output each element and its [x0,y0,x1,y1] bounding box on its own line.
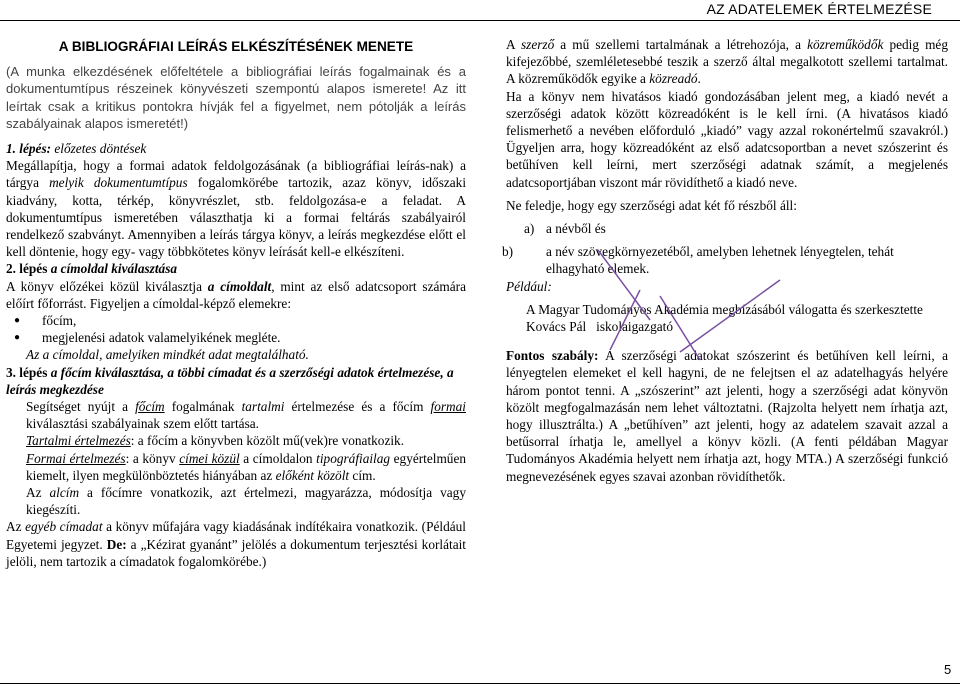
text-run: közreműködők [807,37,884,52]
text-run: A könyv előzékei közül kiválasztja [6,278,208,294]
section-title: A BIBLIOGRÁFIAI LEÍRÁS ELKÉSZÍTÉSÉNEK MENETE [58,39,414,54]
bullet-item: ● megjelenési adatok valamelyikének megléte. [6,329,466,346]
text-run: cím. [349,467,376,483]
text-run: főcím [135,399,165,415]
publisher-paragraph: Ha a könyv nem hivatásos kiadó gondozásában jelent meg, a kiadó nevét a szerzőségi adatok között közreadóként is le kell írni. (A hivatásos kiadó felismerhető a nevében előforduló „kiadó” vagy azzal rokonértelmű szavakról.) Ügyeljen arra, hogy közreadóként az első adatcsoportban a nevet szószerint és betűhíven kell leírni, mert szerzőségi adatnak számít, a megjelenés adatcsoportjában viszont már rövidíthető a kiadó neve. [506,88,948,190]
formai-definition [6,450,466,484]
example-text: A Magyar Tudományos Akadémia megbízásából válogatta és szerkesztette Kovács Pál iskolaigazgató [526,301,933,335]
text-run: Például: [506,278,552,294]
text-run: A [506,37,521,52]
bullet-item: ● főcím, [6,312,466,329]
page-header [0,0,960,20]
egyeb-definition [6,518,466,570]
running-header-title: AZ ADATELEMEK ÉRTELMEZÉSE [706,1,932,17]
text-run: a könyv műfajára vagy kiadásának indítékaira vonatkozik. (Például Egyetemi jegyzet. [6,519,466,552]
text-run: előként közölt [275,467,350,483]
text-run: : a könyv [125,450,180,466]
step1-paragraph [6,157,466,260]
text-run: Segítséget nyújt a [26,399,136,415]
text-run: , mint az első adatcsoport számára előírt főforrást. Figyeljen a címoldal-képző elemekre: [6,278,466,311]
step1-title: előzetes döntések [54,141,147,157]
text-run: formai [430,399,466,415]
right-column [502,36,949,485]
text-run: alcím [49,485,80,501]
fontos-paragraph [506,347,948,485]
text-run: . [697,71,701,87]
text-run: Fontos szabály: [506,348,599,364]
text-run: a főcímre vonatkozik, azt értelmezi, magyarázza, módosítja vagy kiegészíti. [26,485,466,518]
text-run: a mű szellemi tartalmának a létrehozója, a [554,37,808,52]
step3-heading [6,364,466,398]
text-run: Az [26,485,50,501]
text-run: kiválasztási szabályainak szem előtt tartása. [26,416,259,432]
text-run: De: [106,536,127,552]
text-run: melyik dokumentumtípus [49,175,188,191]
tartalmi-definition [6,432,466,449]
step1-heading [6,140,466,157]
text-run: a címoldalt [207,278,272,294]
two-parts-paragraph: Ne feledje, hogy egy szerzőségi adat két fő részből áll: [506,197,797,213]
page-number: 5 [944,662,952,677]
author-paragraph [506,36,948,88]
text-run: : a főcím a könyvben közölt mű(vek)re vonatkozik. [130,433,405,449]
step3-paragraph [6,398,466,432]
alcim-definition [6,484,466,518]
text-run: Tartalmi értelmezés [26,433,131,449]
text-run: Formai értelmezés [26,450,126,466]
list-item-a [506,220,948,237]
step2-title: a címoldal kiválasztása [50,261,178,277]
text-run: Az [6,519,26,535]
text-run: egyértelműen kiemelt, ilyen megkülönböztetés hiányában az [26,450,467,483]
text-run: fogalomkörébe tartozik, azaz könyv, időszaki kiadvány, kotta, térkép, könyvrészlet, stb. feldolgozása-e a feladat. A dokumentumtípus ismeretében választhatja ki a formai feltárás szabályairól rendelkező szabványt. Amennyiben a leírás tárgya könyv, a leírás megkezdése előtt el kell döntenie, hogy egy- vagy többkötetes könyv leírását kell-e elkészíteni. [6,175,467,260]
text-run: Az a címoldal, amelyiken mindkét adat megtalálható. [26,347,309,363]
list-text: a névből és [546,221,606,237]
text-run: a címoldalon [239,450,317,466]
list-label: a) [524,221,535,237]
example-label [506,278,948,295]
step2-paragraph [6,278,466,312]
step2-label: 2. lépés [6,261,51,277]
text-run: pedig még kifejezőbbé, szemléletesebbé teszik a szerző által megalkotott szellemi tartalmat. A közreműködők egyike a [506,37,948,87]
text-run: értelmezése és a főcím [284,399,431,415]
text-run: A szerzőségi adatokat szószerint és betűhíven kell leírni, a lényegtelen elemeket el kell hagyni, de ne felejtsen el az adatelhagyás helyére három pontot tenni. A „szószerint” azt jelenti, hogy a szerzőségi adat könyvön közölt megfogalmazásán nem lehet változtatni. (Rajzolta helyett nem írhatja azt, hogy illusztrálta.) A „betűhíven” azt jelenti, hogy az adatelem szavait azzal a betűsorral írhatja le, amellyel a könyv közli. (A fenti példában Magyar Tudományos Akadémia helyett nem írhatja azt, hogy MTA.) A szerzőségi funkció megnevezésének egyes szavai azonban rövidíthetők. [506,348,949,484]
text-run: Megállapítja, hogy a formai adatok feldolgozásának (a bibliográfiai leírás-nak) a tárgya [6,158,466,191]
list-text: a név szövegkörnyezetéből, amelyben lehetnek lényegtelen, tehát elhagyható elemek. [546,244,894,277]
intro-paragraph: (A munka elkezdésének előfeltétele a bibliográfiai leírás fogalmainak és a dokumentumtípus részeinek könyvészeti szempontú alapos ismerete! Az itt leírtak csak a kritikus pontokra hívják fel a figyelmet, nem pótolják a leírás szabályainak alapos ismeretét!) [6,64,466,131]
header-rule [0,20,960,21]
text-run: címei közül [179,450,240,466]
left-column [6,34,466,570]
text-run: a „Kézirat gyanánt” jelölés a dokumentum terjesztési korlátait jelöli, nem tartozik a címadatok fogalomkörébe.) [6,536,466,569]
text-run: tartalmi [241,399,285,415]
step2-heading [6,260,466,277]
step3-label: 3. lépés [6,364,51,380]
list-item-b [502,243,948,277]
text-run: közreadó [649,71,698,87]
text-run: egyéb címadat [25,519,103,535]
text-run: fogalmának [164,399,242,415]
step3-title: a főcím kiválasztása, a többi címadat és a szerzőségi adatok értelmezése, a leírás megkezdése [6,364,454,397]
step1-label: 1. lépés: [6,141,55,157]
text-run: szerző [520,37,555,52]
list-label: b) [502,244,514,260]
text-run: tipográfiailag [316,450,391,466]
step2-note [6,346,466,363]
footer-rule [0,683,960,684]
